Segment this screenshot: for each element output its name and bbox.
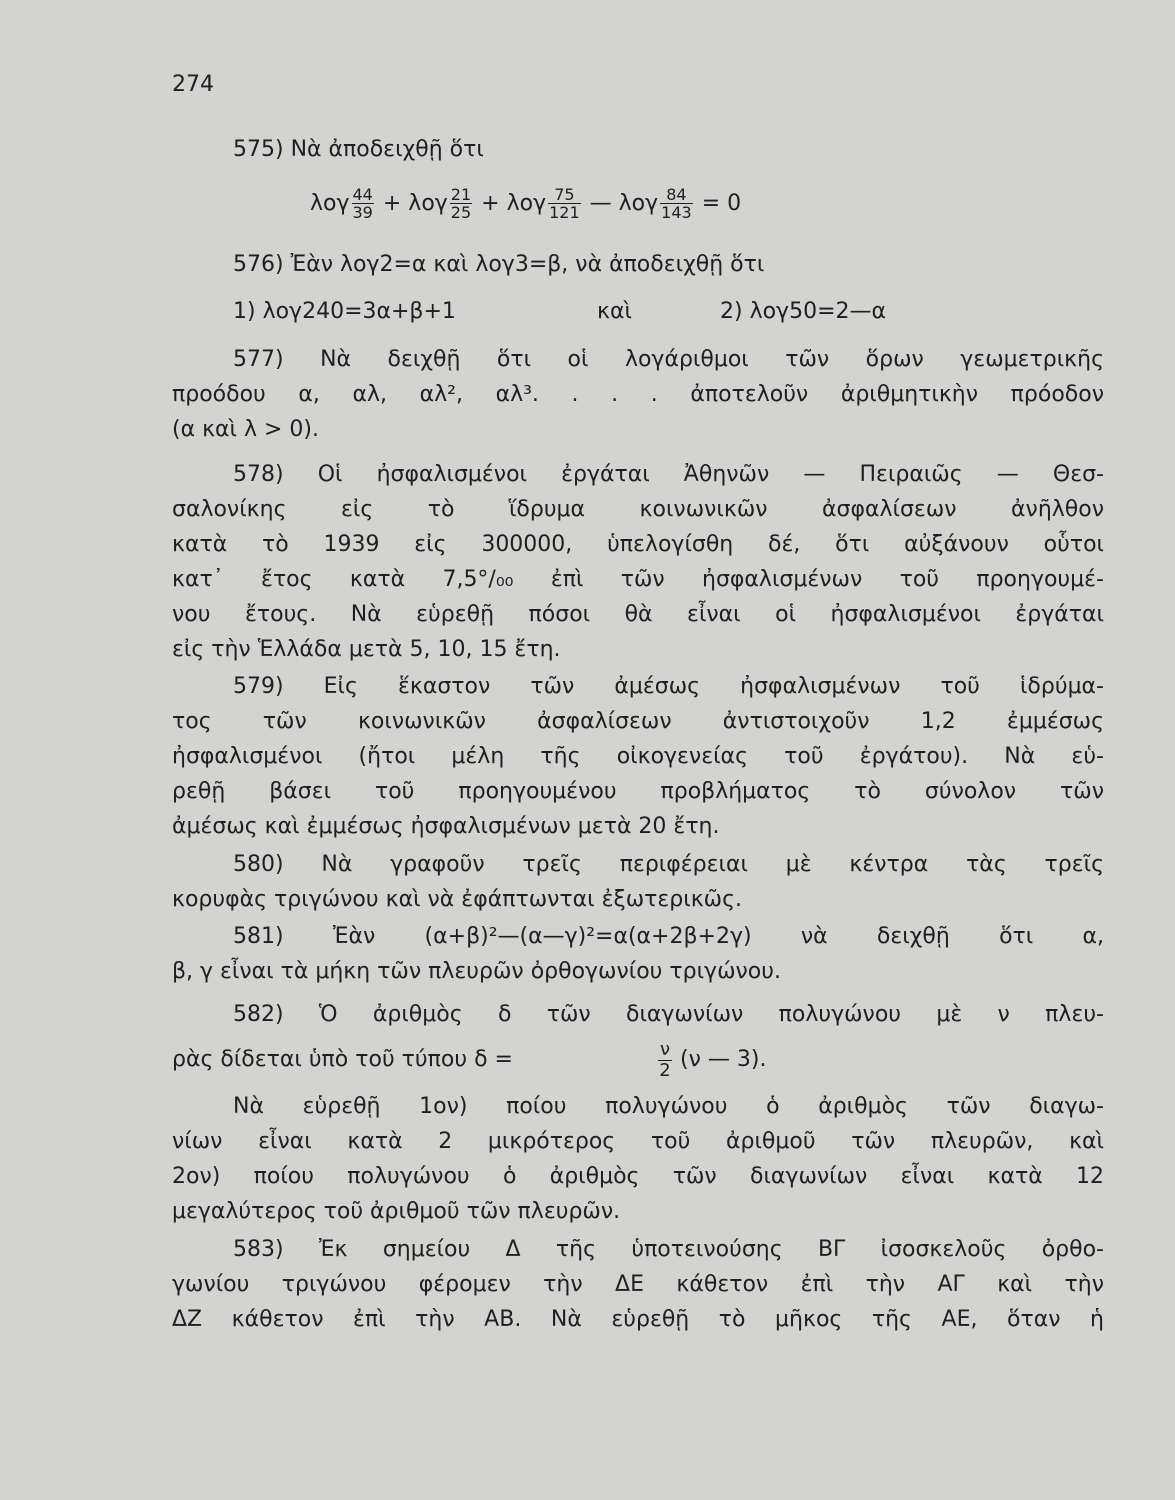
operator: +: [481, 190, 500, 216]
problem-582-line: 582) Ὁ ἀριθμὸς δ τῶν διαγωνίων πολυγώνου μὲ ν πλευ-: [233, 1002, 1104, 1027]
problem-578-line: κατὰ τὸ 1939 εἰς 300000, ὑπελογίσθη δέ, ὅτι αὐξάνουν οὗτοι: [172, 532, 1104, 557]
problem-582-formula-pre: ρὰς δίδεται ὑπὸ τοῦ τύπου δ =: [172, 1047, 513, 1072]
problem-581-line: 581) Ἐὰν (α+β)²—(α—γ)²=α(α+2β+2γ) νὰ δειχθῇ ὅτι α,: [233, 924, 1104, 949]
problem-576-conj: καὶ: [597, 299, 632, 324]
problem-575-heading: 575) Νὰ ἀποδειχθῇ ὅτι: [233, 137, 484, 162]
problem-579-line: τος τῶν κοινωνικῶν ἀσφαλίσεων ἀντιστοιχοῦν 1,2 ἐμμέσως: [172, 709, 1104, 734]
problem-578-line: 578) Οἱ ἠσφαλισμένοι ἐργάται Ἀθηνῶν — Πειραιῶς — Θεσ-: [233, 462, 1104, 487]
problem-577-line: προόδου α, αλ, αλ², αλ³. . . . ἀποτελοῦν ἀριθμητικὴν πρόοδον: [172, 382, 1104, 407]
problem-582-line: μεγαλύτερος τοῦ ἀριθμοῦ τῶν πλευρῶν.: [172, 1199, 621, 1224]
problem-578-line: εἰς τὴν Ἑλλάδα μετὰ 5, 10, 15 ἔτη.: [172, 637, 561, 662]
problem-582-line: Νὰ εὑρεθῇ 1ον) ποίου πολυγώνου ὁ ἀριθμὸς τῶν διαγω-: [233, 1094, 1104, 1119]
problem-580-line: 580) Νὰ γραφοῦν τρεῖς περιφέρειαι μὲ κέντρα τὰς τρεῖς: [233, 852, 1104, 877]
fraction: $\frac{84}{143}$: [661, 185, 692, 222]
problem-582-line: νίων εἶναι κατὰ 2 μικρότερος τοῦ ἀριθμοῦ τῶν πλευρῶν, καὶ: [172, 1129, 1104, 1154]
formula-fraction: ν 2: [659, 1039, 671, 1081]
problem-576-line: 576) Ἐὰν λογ2=α καὶ λογ3=β, νὰ ἀποδειχθῇ ὅτι: [233, 252, 765, 277]
operator: —: [589, 190, 612, 216]
page-number: 274: [172, 72, 214, 97]
problem-582-formula-post: (ν — 3).: [680, 1047, 767, 1072]
problem-580-line: κορυφὰς τριγώνου καὶ νὰ ἐφάπτωνται ἐξωτερικῶς.: [172, 887, 743, 912]
problem-579-line: ἠσφαλισμένοι (ἤτοι μέλη τῆς οἰκογενείας τοῦ ἐργάτου). Νὰ εὑ-: [172, 744, 1104, 769]
log-label: λογ: [408, 190, 448, 216]
equation-rhs: = 0: [701, 190, 742, 216]
problem-577-line: 577) Νὰ δειχθῇ ὅτι οἱ λογάριθμοι τῶν ὅρων γεωμετρικῆς: [233, 347, 1104, 372]
problem-579-line: ρεθῇ βάσει τοῦ προηγουμένου προβλήματος τὸ σύνολον τῶν: [172, 779, 1104, 804]
problem-579-line: ἀμέσως καὶ ἐμμέσως ἠσφαλισμένων μετὰ 20 ἔτη.: [172, 814, 720, 839]
problem-583-line: 583) Ἐκ σημείου Δ τῆς ὑποτεινούσης ΒΓ ἰσοσκελοῦς ὀρθο-: [233, 1237, 1104, 1262]
log-label: λογ: [618, 190, 659, 216]
fraction: $\frac{21}{25}$: [450, 185, 472, 222]
problem-576-part2: 2) λογ50=2—α: [720, 299, 886, 324]
problem-577-line: (α καὶ λ > 0).: [172, 417, 319, 442]
log-label: λογ: [310, 190, 350, 216]
problem-578-line: νου ἔτους. Νὰ εὑρεθῇ πόσοι θὰ εἶναι οἱ ἠσφαλισμένοι ἐργάται: [172, 602, 1104, 627]
fraction: $\frac{44}{39}$: [352, 185, 373, 222]
problem-583-line: γωνίου τριγώνου φέρομεν τὴν ΔΕ κάθετον ἐπὶ τὴν ΑΓ καὶ τὴν: [172, 1272, 1104, 1297]
problem-582-line: 2ον) ποίου πολυγώνου ὁ ἀριθμὸς τῶν διαγωνίων εἶναι κατὰ 12: [172, 1164, 1104, 1189]
operator: +: [382, 190, 402, 216]
problem-576-part1: 1) λογ240=3α+β+1: [233, 299, 456, 324]
problem-583-line: ΔΖ κάθετον ἐπὶ τὴν ΑΒ. Νὰ εὑρεθῇ τὸ μῆκος τῆς ΑΕ, ὅταν ἡ: [172, 1307, 1104, 1332]
problem-578-line: σαλονίκης εἰς τὸ ἵδρυμα κοινωνικῶν ἀσφαλίσεων ἀνῆλθον: [172, 497, 1104, 522]
problem-581-line: β, γ εἶναι τὰ μήκη τῶν πλευρῶν ὀρθογωνίου τριγώνου.: [172, 959, 781, 984]
problem-578-line: κατ᾽ ἔτος κατὰ 7,5°/₀₀ ἐπὶ τῶν ἠσφαλισμένων τοῦ προηγουμέ-: [172, 567, 1104, 592]
fraction: $\frac{75}{121}$: [549, 185, 580, 222]
problem-575-equation: [310, 186, 741, 221]
log-label: λογ: [506, 190, 547, 216]
problem-579-line: 579) Εἰς ἕκαστον τῶν ἀμέσως ἠσφαλισμένων τοῦ ἱδρύμα-: [233, 674, 1104, 699]
